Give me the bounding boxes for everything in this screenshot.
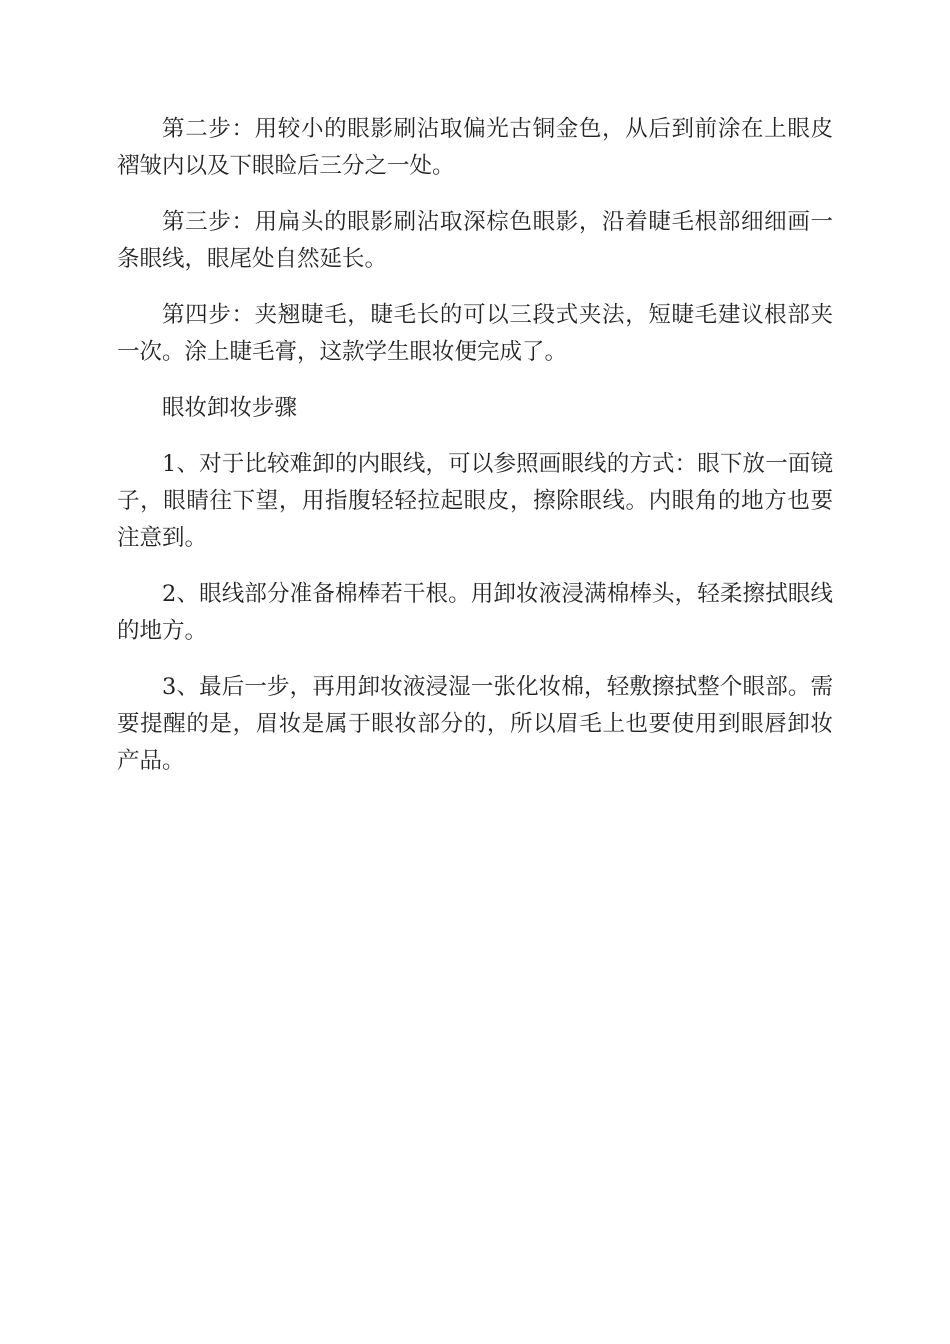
paragraph-step-four: 第四步：夹翘睫毛，睫毛长的可以三段式夹法，短睫毛建议根部夹一次。涂上睫毛膏，这款学生眼妆便完成了。 [117,302,833,365]
paragraph-removal-step-1: 1、对于比较难卸的内眼线，可以参照画眼线的方式：眼下放一面镜子，眼睛往下望，用指腹轻轻拉起眼皮，擦除眼线。内眼角的地方也要注意到。 [117,451,833,551]
document-body [117,111,833,799]
paragraph-removal-step-2: 2、眼线部分准备棉棒若干根。用卸妆液浸满棉棒头，轻柔擦拭眼线的地方。 [117,581,833,644]
paragraph-step-three: 第三步：用扁头的眼影刷沾取深棕色眼影，沿着睫毛根部细细画一条眼线，眼尾处自然延长。 [117,209,833,272]
paragraph-removal-step-3: 3、最后一步，再用卸妆液浸湿一张化妆棉，轻敷擦拭整个眼部。需要提醒的是，眉妆是属于眼妆部分的，所以眉毛上也要使用到眼唇卸妆产品。 [117,674,833,774]
paragraph-step-two: 第二步：用较小的眼影刷沾取偏光古铜金色，从后到前涂在上眼皮褶皱内以及下眼睑后三分之一处。 [117,116,833,179]
section-heading-makeup-removal: 眼妆卸妆步骤 [162,395,298,421]
